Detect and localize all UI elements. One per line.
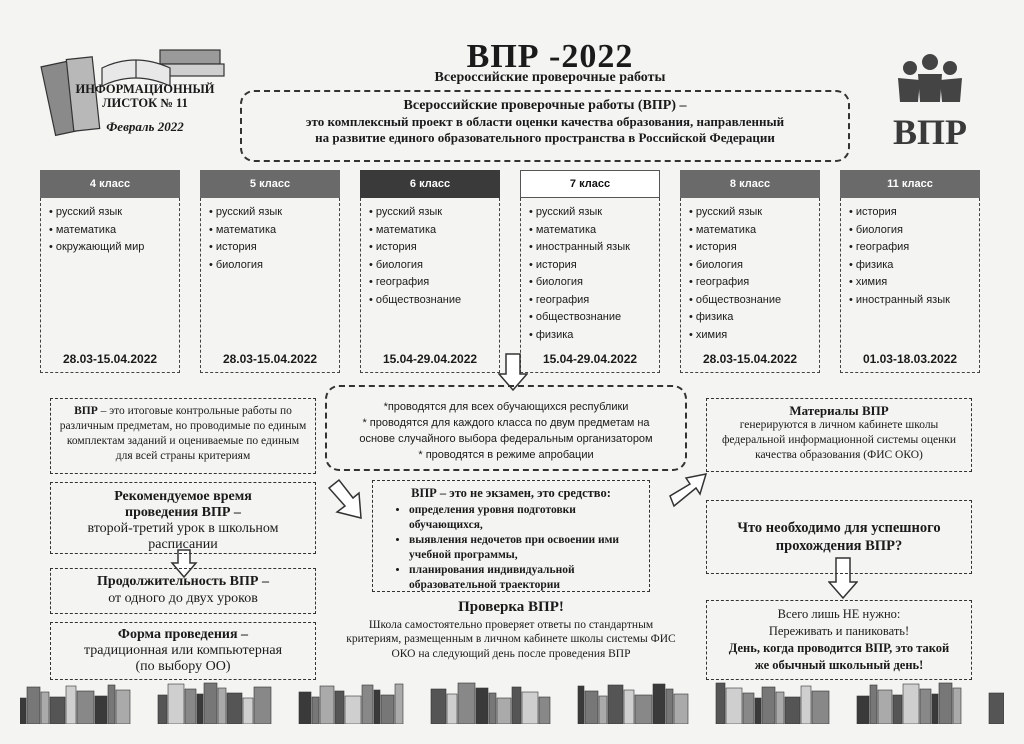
book-spine bbox=[227, 693, 242, 724]
book-spine bbox=[726, 688, 742, 724]
class-column-4 bbox=[40, 170, 180, 375]
definition-box bbox=[50, 398, 316, 474]
book-spine bbox=[920, 689, 931, 724]
note-line: *проводятся для всех обучающихся республики bbox=[383, 401, 629, 413]
book-spine bbox=[168, 684, 184, 724]
class-column-8 bbox=[680, 170, 820, 375]
intro-line1: это комплексный проект в области оценки качества образования, направленный bbox=[305, 114, 785, 129]
book-spine bbox=[539, 697, 550, 724]
materials-box bbox=[706, 398, 972, 472]
class-body bbox=[840, 198, 980, 373]
class-dates: 01.03-18.03.2022 bbox=[862, 352, 958, 366]
book-spine bbox=[66, 686, 76, 724]
subject-item: • биология bbox=[209, 257, 339, 275]
subject-item: • география bbox=[369, 274, 499, 292]
subject-list bbox=[521, 198, 659, 344]
book-spine bbox=[578, 686, 584, 724]
subject-item: • химия bbox=[849, 274, 979, 292]
book-spine bbox=[599, 696, 607, 724]
book-spine bbox=[218, 688, 226, 724]
class-header: 11 класс bbox=[840, 170, 980, 198]
class-header: 5 класс bbox=[200, 170, 340, 198]
book-spine bbox=[893, 695, 902, 724]
subject-item: • история bbox=[689, 239, 819, 257]
subject-item: • русский язык bbox=[369, 204, 499, 222]
class-body bbox=[680, 198, 820, 373]
bookshelf-strip bbox=[20, 680, 1004, 724]
class-column-7 bbox=[520, 170, 660, 375]
recommended-heading-2: проведения ВПР – bbox=[125, 505, 241, 520]
book-spine bbox=[878, 690, 892, 724]
book-spine bbox=[903, 684, 919, 724]
subject-item: • иностранный язык bbox=[849, 292, 979, 310]
class-dates: 15.04-29.04.2022 bbox=[542, 352, 638, 366]
class-body bbox=[40, 198, 180, 373]
subject-item: • обществознание bbox=[529, 309, 659, 327]
advice-line-4: же обычный школьный день! bbox=[754, 658, 924, 672]
book-spine bbox=[243, 698, 253, 724]
book-spine bbox=[20, 698, 26, 724]
recommended-text-1: второй-третий урок в школьном bbox=[87, 521, 279, 536]
form-heading: Форма проведения – bbox=[117, 627, 249, 642]
subject-item: • биология bbox=[529, 274, 659, 292]
book-spine bbox=[989, 693, 1004, 724]
class-header: 7 класс bbox=[520, 170, 660, 198]
book-spine bbox=[108, 685, 115, 724]
subject-item: • окружающий мир bbox=[49, 239, 179, 257]
class-body bbox=[360, 198, 500, 373]
book-spine bbox=[381, 695, 394, 724]
subject-item: • биология bbox=[689, 257, 819, 275]
leaflet-line2: ЛИСТОК № 11 bbox=[102, 96, 188, 110]
class-header: 4 класс bbox=[40, 170, 180, 198]
subject-item: • история bbox=[369, 239, 499, 257]
subject-item: • русский язык bbox=[209, 204, 339, 222]
duration-heading: Продолжительность ВПР – bbox=[97, 574, 269, 589]
materials-text: генерируются в личном кабинете школы федеральной информационной системы оценки качества образования (ФИС ОКО) bbox=[721, 419, 957, 461]
leaflet-line1: ИНФОРМАЦИОННЫЙ bbox=[75, 82, 215, 96]
book-spine bbox=[624, 690, 634, 724]
form-text-1: традиционная или компьютерная bbox=[83, 643, 283, 658]
advice-line-1: Всего лишь НЕ нужно: bbox=[777, 607, 901, 621]
subject-item: • математика bbox=[529, 222, 659, 240]
success-line-2: прохождения ВПР? bbox=[775, 538, 903, 554]
success-line-1: Что необходимо для успешного bbox=[737, 520, 941, 536]
book-spine bbox=[801, 686, 811, 724]
book-spine bbox=[299, 692, 311, 724]
book-spine bbox=[312, 697, 319, 724]
book-spine bbox=[116, 690, 130, 724]
book-spine bbox=[335, 691, 344, 724]
success-box bbox=[706, 500, 972, 574]
class-header: 8 класс bbox=[680, 170, 820, 198]
check-section bbox=[330, 600, 692, 661]
book-spine bbox=[585, 691, 598, 724]
book-spine bbox=[197, 694, 203, 724]
note-line: * проводятся для каждого класса по двум предметам на bbox=[362, 417, 650, 429]
book-spine bbox=[932, 694, 938, 724]
class-column-6 bbox=[360, 170, 500, 375]
book-spine bbox=[50, 697, 65, 724]
class-column-11 bbox=[840, 170, 980, 375]
book-spine bbox=[812, 691, 829, 724]
recommended-time-box bbox=[50, 482, 316, 554]
arrow-diagonal-down-icon bbox=[325, 478, 365, 523]
vpr-logo bbox=[880, 52, 980, 152]
book-spine bbox=[476, 688, 488, 724]
tool-item: • определения уровня подготовки обучающихся, bbox=[409, 503, 641, 533]
class-dates: 15.04-29.04.2022 bbox=[382, 352, 478, 366]
book-spine bbox=[743, 693, 754, 724]
advice-box bbox=[706, 600, 972, 680]
check-heading: Проверка ВПР! bbox=[458, 599, 564, 615]
book-spine bbox=[497, 698, 511, 724]
arrow-diagonal-up-icon bbox=[668, 470, 708, 510]
book-spine bbox=[522, 692, 538, 724]
subject-item: • история bbox=[529, 257, 659, 275]
book-spine bbox=[953, 688, 961, 724]
book-spine bbox=[362, 685, 373, 724]
subject-item: • математика bbox=[209, 222, 339, 240]
subject-item: • физика bbox=[689, 309, 819, 327]
book-spine bbox=[635, 695, 652, 724]
tool-heading: ВПР – это не экзамен, это средство: bbox=[411, 486, 611, 500]
book-spine bbox=[716, 683, 725, 724]
definition-text: – это итоговые контрольные работы по различным предметам, но проводимые по единым комплектам заданий и оцениваемые по единым для всей страны критериям bbox=[59, 405, 307, 462]
book-spine bbox=[95, 696, 107, 724]
subject-item: • химия bbox=[689, 327, 819, 345]
subject-list bbox=[841, 198, 979, 309]
book-spine bbox=[608, 685, 623, 724]
book-spine bbox=[653, 684, 665, 724]
subject-list bbox=[41, 198, 179, 257]
book-spine bbox=[447, 694, 457, 724]
book-spine bbox=[320, 686, 334, 724]
class-dates: 28.03-15.04.2022 bbox=[222, 352, 318, 366]
book-spine bbox=[374, 690, 380, 724]
tool-box bbox=[372, 480, 650, 592]
intro-heading: Всероссийские проверочные работы (ВПР) – bbox=[403, 98, 687, 113]
book-spine bbox=[395, 684, 403, 724]
book-spine bbox=[27, 687, 40, 724]
subject-item: • иностранный язык bbox=[529, 239, 659, 257]
leaflet-info bbox=[65, 82, 225, 134]
book-spine bbox=[755, 698, 761, 724]
page-subtitle: Всероссийские проверочные работы bbox=[434, 70, 666, 85]
book-spine bbox=[41, 692, 49, 724]
subject-item: • история bbox=[849, 204, 979, 222]
subject-item: • математика bbox=[49, 222, 179, 240]
book-spine bbox=[870, 685, 877, 724]
tool-item: • выявления недочетов при освоении ими учебной программы, bbox=[409, 533, 641, 563]
book-spine bbox=[762, 687, 775, 724]
book-spine bbox=[185, 689, 196, 724]
subject-item: • биология bbox=[369, 257, 499, 275]
subject-item: • русский язык bbox=[689, 204, 819, 222]
intro-box bbox=[240, 90, 850, 162]
class-dates: 28.03-15.04.2022 bbox=[702, 352, 798, 366]
advice-line-3: День, когда проводится ВПР, это такой bbox=[728, 641, 950, 655]
class-header: 6 класс bbox=[360, 170, 500, 198]
book-spine bbox=[204, 683, 217, 724]
advice-line-2: Переживать и паниковать! bbox=[768, 624, 910, 638]
subject-item: • география bbox=[529, 292, 659, 310]
form-text-2: (по выбору ОО) bbox=[135, 659, 231, 674]
subject-list bbox=[361, 198, 499, 309]
subject-item: • математика bbox=[369, 222, 499, 240]
materials-heading: Материалы ВПР bbox=[789, 403, 889, 418]
class-column-5 bbox=[200, 170, 340, 375]
subject-item: • история bbox=[209, 239, 339, 257]
tool-list bbox=[381, 503, 641, 593]
class-body bbox=[200, 198, 340, 373]
class-body bbox=[520, 198, 660, 373]
book-spine bbox=[254, 687, 271, 724]
book-spine bbox=[489, 693, 496, 724]
subject-item: • география bbox=[689, 274, 819, 292]
book-spine bbox=[431, 689, 446, 724]
recommended-text-2: расписании bbox=[148, 537, 218, 552]
check-text: Школа самостоятельно проверяет ответы по стандартным критериям, размещенным в личном кабинете школы системы ФИС ОКО на следующий день после проведения ВПР bbox=[346, 618, 676, 660]
note-line: * проводятся в режиме апробации bbox=[418, 449, 594, 461]
logo-text: ВПР bbox=[892, 112, 967, 152]
subject-item: • математика bbox=[689, 222, 819, 240]
page-title: ВПР -2022 bbox=[466, 38, 634, 75]
leaflet-date: Февраль 2022 bbox=[106, 119, 184, 134]
subject-item: • русский язык bbox=[529, 204, 659, 222]
definition-term: ВПР bbox=[74, 405, 98, 417]
subject-item: • обществознание bbox=[369, 292, 499, 310]
people-icon bbox=[880, 52, 980, 107]
tool-item: • планирования индивидуальной образовательной траектории bbox=[409, 563, 641, 593]
subject-item: • русский язык bbox=[49, 204, 179, 222]
book-spine bbox=[512, 687, 521, 724]
subject-item: • физика bbox=[529, 327, 659, 345]
book-spine bbox=[939, 683, 952, 724]
subject-item: • обществознание bbox=[689, 292, 819, 310]
book-spine bbox=[666, 689, 673, 724]
subject-list bbox=[201, 198, 339, 274]
duration-box bbox=[50, 568, 316, 614]
subject-item: • биология bbox=[849, 222, 979, 240]
book-spine bbox=[158, 695, 167, 724]
intro-line2: на развитие единого образовательного пространства в Российской Федерации bbox=[315, 130, 775, 145]
form-box bbox=[50, 622, 316, 680]
book-spine bbox=[674, 694, 688, 724]
recommended-heading-1: Рекомендуемое время bbox=[114, 489, 252, 504]
class-dates: 28.03-15.04.2022 bbox=[62, 352, 158, 366]
book-spine bbox=[458, 683, 475, 724]
book-spine bbox=[785, 697, 800, 724]
book-spine bbox=[345, 696, 361, 724]
duration-text: от одного до двух уроков bbox=[108, 591, 258, 606]
note-line: основе случайного выбора федеральным организатором bbox=[359, 433, 653, 445]
subject-list bbox=[681, 198, 819, 344]
book-spine bbox=[77, 691, 94, 724]
subject-item: • география bbox=[849, 239, 979, 257]
subject-item: • физика bbox=[849, 257, 979, 275]
book-spine bbox=[776, 692, 784, 724]
book-spine bbox=[857, 696, 869, 724]
notes-box bbox=[325, 385, 687, 471]
